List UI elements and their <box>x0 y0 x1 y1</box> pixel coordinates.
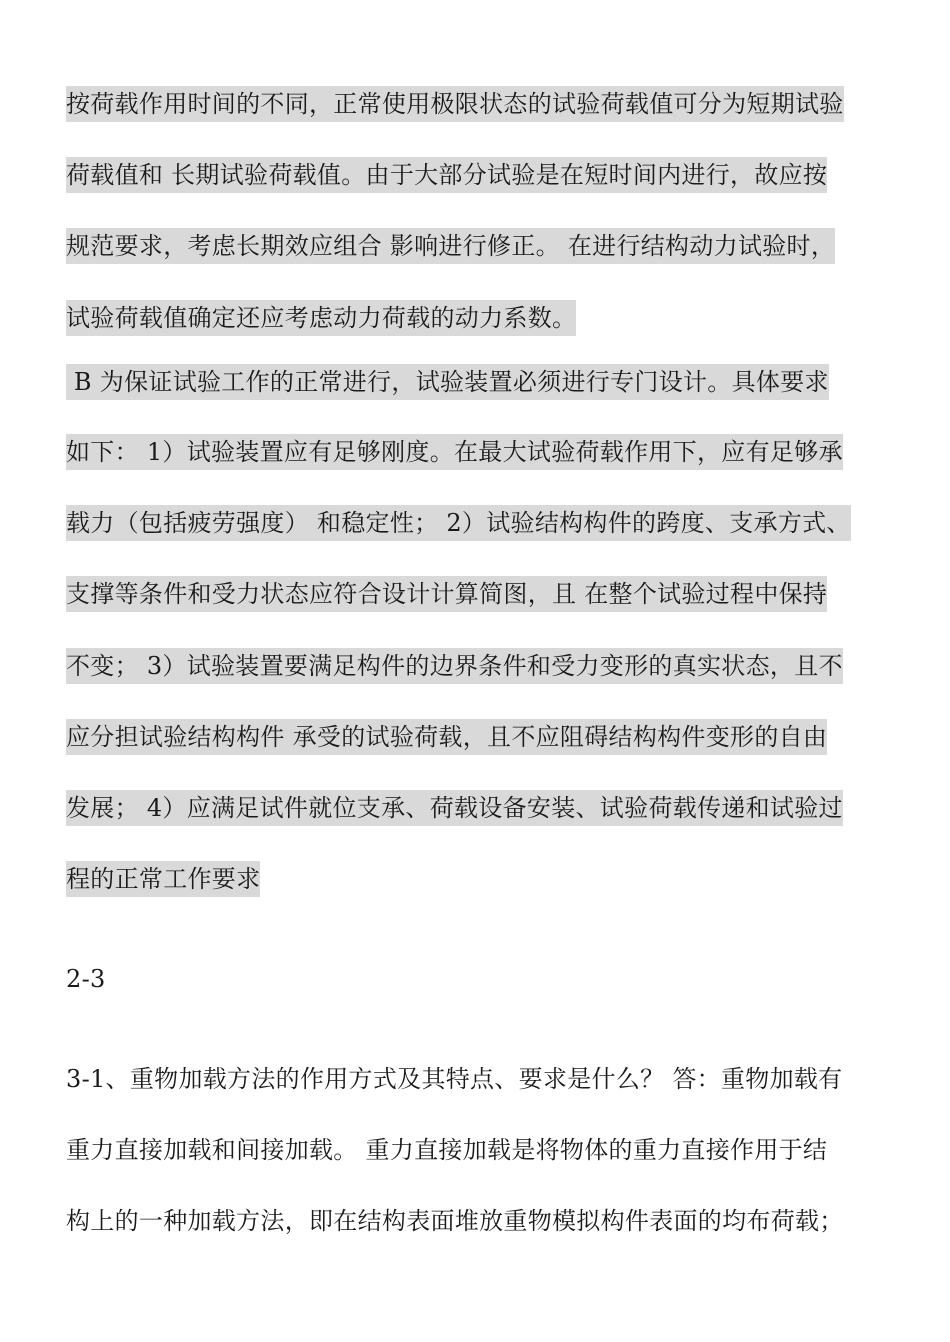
text-line: 发展； 4）应满足试件就位支承、荷载设备安装、试验荷载传递和试验过 <box>66 790 843 826</box>
text-line: 应分担试验结构构件 承受的试验荷载，且不应阻碍结构构件变形的自由 <box>66 719 827 755</box>
text-line: 不变； 3）试验装置要满足构件的边界条件和受力变形的真实状态，且不 <box>66 648 843 684</box>
text-line: 重力直接加载和间接加载。 重力直接加载是将物体的重力直接作用于结 <box>66 1136 828 1164</box>
text-line: 构上的一种加载方法，即在结构表面堆放重物模拟构件表面的均布荷载； <box>66 1207 844 1235</box>
text-line: B 为保证试验工作的正常进行，试验装置必须进行专门设计。具体要求 <box>66 364 829 400</box>
section-number: 2-3 <box>66 965 106 993</box>
text-line: 荷载值和 长期试验荷载值。由于大部分试验是在短时间内进行，故应按 <box>66 157 827 193</box>
text-line: 支撑等条件和受力状态应符合设计计算简图，且 在整个试验过程中保持 <box>66 576 827 612</box>
text-line: 如下： 1）试验装置应有足够刚度。在最大试验荷载作用下，应有足够承 <box>66 434 843 470</box>
text-line: 规范要求，考虑长期效应组合 影响进行修正。 在进行结构动力试验时， <box>66 228 835 264</box>
text-line: 试验荷载值确定还应考虑动力荷载的动力系数。 <box>66 300 576 336</box>
text-line: 3-1、重物加载方法的作用方式及其特点、要求是什么？ 答：重物加载有 <box>66 1065 843 1093</box>
text-line: 程的正常工作要求 <box>66 861 260 897</box>
text-line: 按荷载作用时间的不同，正常使用极限状态的试验荷载值可分为短期试验 <box>66 86 844 122</box>
text-line: 载力（包括疲劳强度） 和稳定性； 2）试验结构构件的跨度、支承方式、 <box>66 505 851 541</box>
